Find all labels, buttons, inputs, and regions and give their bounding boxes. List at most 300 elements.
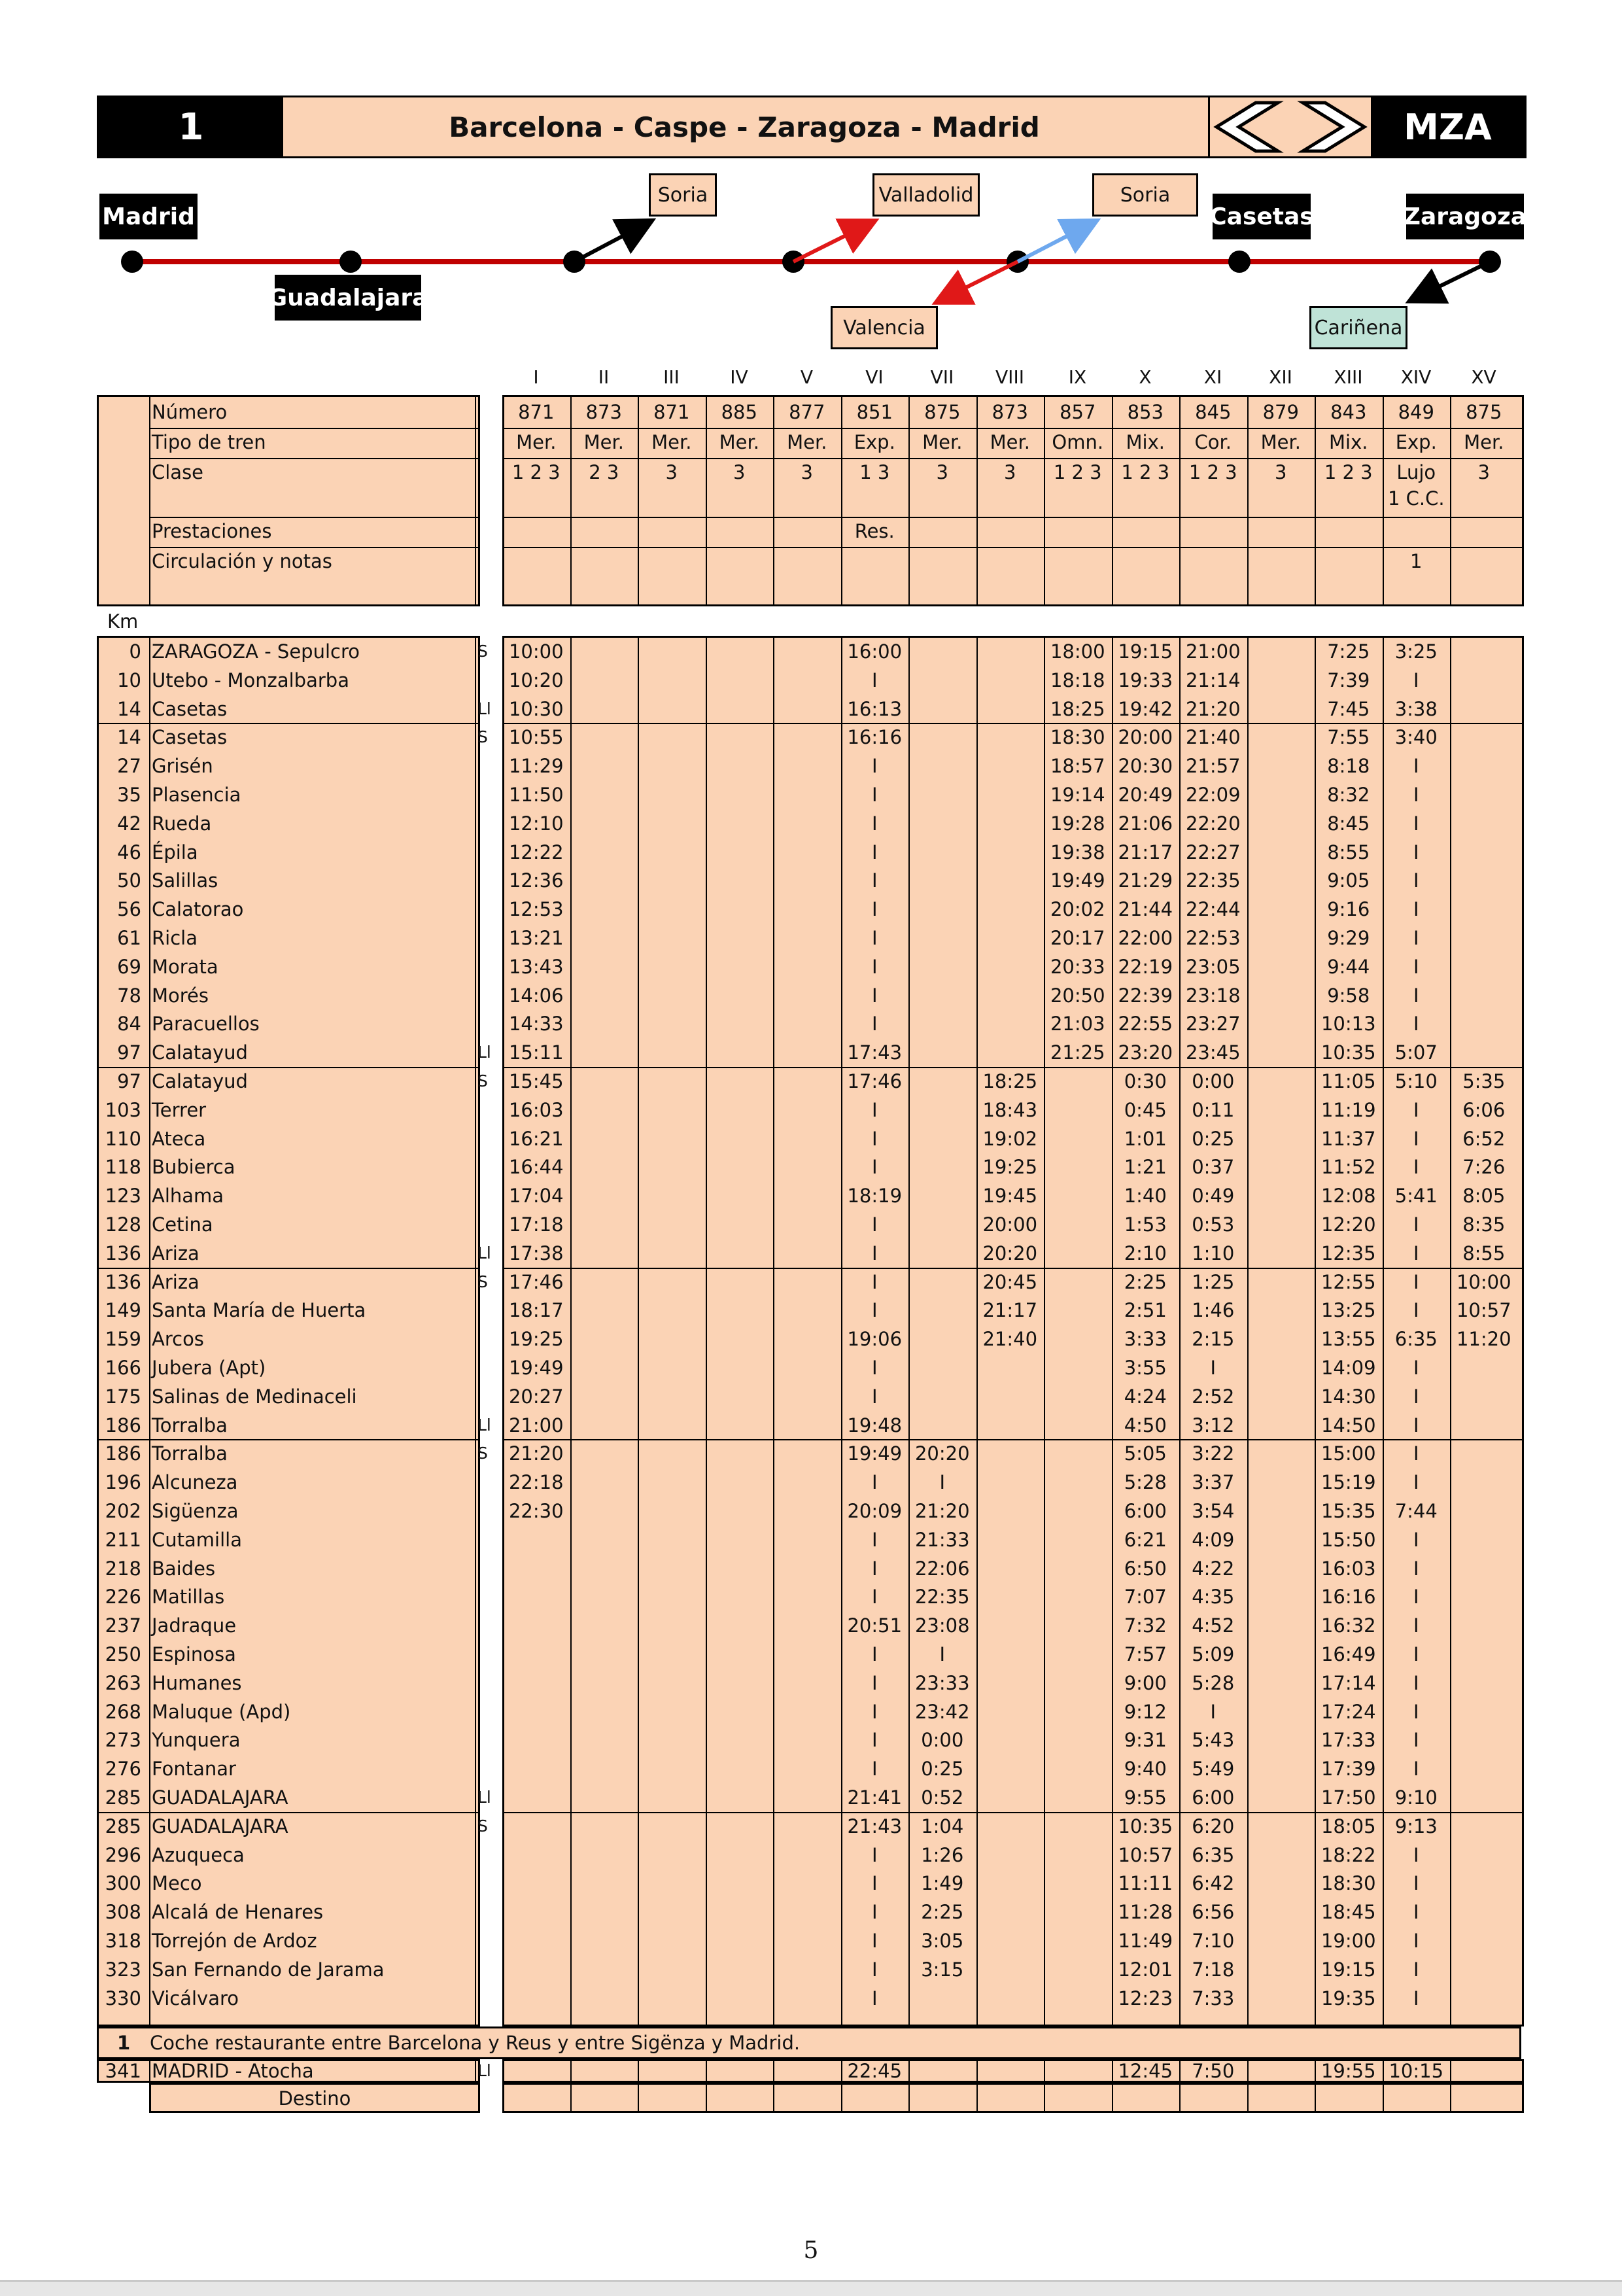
time-cell: 4:35 bbox=[1192, 1586, 1235, 1609]
section-divider bbox=[97, 723, 480, 724]
time-cell: 0:53 bbox=[1192, 1213, 1235, 1236]
time-cell: 16:16 bbox=[1320, 1586, 1376, 1609]
header-cell-clase: 3 bbox=[1004, 461, 1016, 483]
km-value: 186 bbox=[105, 1442, 141, 1465]
time-cell: 21:00 bbox=[508, 1414, 564, 1436]
station-name: Torralba bbox=[152, 1442, 228, 1465]
time-cell: 21:43 bbox=[847, 1815, 903, 1837]
time-cell: 7:10 bbox=[1192, 1930, 1235, 1952]
column-numeral: III bbox=[663, 366, 680, 388]
station-name: GUADALAJARA bbox=[152, 1815, 288, 1837]
time-cell: I bbox=[1413, 1671, 1419, 1694]
column-numeral: XV bbox=[1471, 366, 1496, 388]
station-name: Cutamilla bbox=[152, 1528, 242, 1551]
header-values-box bbox=[502, 395, 1524, 606]
time-cell: 1:01 bbox=[1124, 1127, 1167, 1150]
time-cell: 14:50 bbox=[1320, 1414, 1376, 1436]
time-cell: I bbox=[1413, 1586, 1419, 1609]
time-cell: 16:21 bbox=[508, 1127, 564, 1150]
arr-dep-flag: S bbox=[477, 642, 488, 661]
time-cell: 15:45 bbox=[508, 1070, 564, 1092]
station-name: Ariza bbox=[152, 1242, 199, 1264]
time-cell: 10:00 bbox=[508, 640, 564, 663]
km-value: 166 bbox=[105, 1357, 141, 1379]
time-cell: I bbox=[871, 755, 878, 778]
time-cell: 10:30 bbox=[508, 697, 564, 720]
km-divider bbox=[149, 636, 150, 2026]
flag-divider bbox=[475, 636, 476, 2026]
time-cell: 21:25 bbox=[1050, 1041, 1105, 1064]
section-divider bbox=[502, 1268, 1524, 1269]
time-cell: 18:05 bbox=[1320, 1815, 1376, 1837]
time-cell: 8:32 bbox=[1327, 784, 1370, 806]
time-cell: 3:40 bbox=[1394, 726, 1438, 749]
station-name: Épila bbox=[152, 841, 198, 863]
time-cell: 0:11 bbox=[1192, 1098, 1235, 1121]
km-value: 273 bbox=[105, 1729, 141, 1752]
time-cell: I bbox=[871, 955, 878, 978]
time-cell: I bbox=[871, 1242, 878, 1264]
station-name: Jubera (Apt) bbox=[152, 1357, 266, 1379]
time-cell: 21:20 bbox=[914, 1500, 970, 1522]
time-cell: 1:26 bbox=[921, 1843, 964, 1866]
time-cell: 19:33 bbox=[1118, 669, 1173, 691]
time-cell: 22:53 bbox=[1185, 927, 1241, 949]
column-divider bbox=[1383, 395, 1384, 606]
km-value: 218 bbox=[105, 1557, 141, 1580]
header-cell-numero: 845 bbox=[1195, 401, 1232, 423]
time-cell: 7:07 bbox=[1124, 1586, 1167, 1609]
column-divider bbox=[976, 2083, 978, 2113]
time-cell: 19:00 bbox=[1320, 1930, 1376, 1952]
station-name: Alcuneza bbox=[152, 1471, 238, 1494]
arr-dep-flag: S bbox=[477, 727, 488, 747]
time-cell: 5:07 bbox=[1394, 1041, 1438, 1064]
time-cell: 18:45 bbox=[1320, 1901, 1376, 1924]
station-name: Cetina bbox=[152, 1213, 213, 1236]
time-cell: I bbox=[1413, 984, 1419, 1007]
time-cell: 18:30 bbox=[1320, 1872, 1376, 1895]
time-cell: 19:14 bbox=[1050, 784, 1105, 806]
time-cell: 17:04 bbox=[508, 1185, 564, 1208]
time-cell: 13:21 bbox=[508, 927, 564, 949]
station-name: GUADALAJARA bbox=[152, 1786, 288, 1809]
km-value: 202 bbox=[105, 1500, 141, 1522]
header-cell-clase: 3 bbox=[1477, 461, 1490, 483]
time-cell: I bbox=[871, 1901, 878, 1924]
time-cell: I bbox=[871, 1528, 878, 1551]
time-cell: 9:12 bbox=[1124, 1700, 1167, 1723]
time-cell: 11:11 bbox=[1118, 1872, 1173, 1895]
time-cell: 18:43 bbox=[982, 1098, 1038, 1121]
time-cell: 13:55 bbox=[1320, 1328, 1376, 1351]
time-cell: 7:32 bbox=[1124, 1614, 1167, 1637]
time-cell: 4:09 bbox=[1192, 1528, 1235, 1551]
time-cell: 10:35 bbox=[1118, 1815, 1173, 1837]
station-name: Salillas bbox=[152, 869, 218, 892]
station-name: Yunquera bbox=[152, 1729, 241, 1752]
time-cell: I bbox=[871, 869, 878, 892]
time-cell: 5:41 bbox=[1394, 1185, 1438, 1208]
station-madrid: Madrid bbox=[99, 194, 198, 239]
time-cell: 17:38 bbox=[508, 1242, 564, 1264]
column-divider bbox=[1179, 636, 1181, 2026]
km-value: 159 bbox=[105, 1328, 141, 1351]
time-cell: 9:10 bbox=[1394, 1786, 1438, 1809]
time-cell: 21:20 bbox=[508, 1442, 564, 1465]
time-cell: I bbox=[871, 1872, 878, 1895]
branch-valladolid: Valladolid bbox=[872, 173, 980, 217]
time-cell: I bbox=[1413, 1987, 1419, 2009]
station-name: Ateca bbox=[152, 1127, 206, 1150]
time-cell: 9:00 bbox=[1124, 1671, 1167, 1694]
time-cell: I bbox=[871, 1156, 878, 1179]
time-cell: 6:00 bbox=[1124, 1500, 1167, 1522]
time-cell: I bbox=[1413, 927, 1419, 949]
time-cell: 21:20 bbox=[1185, 697, 1241, 720]
time-cell: 20:33 bbox=[1050, 955, 1105, 978]
time-cell: 18:17 bbox=[508, 1299, 564, 1322]
header-cell-tipo: Mer. bbox=[1464, 431, 1504, 453]
time-cell: 7:55 bbox=[1327, 726, 1370, 749]
header-cell-numero: 851 bbox=[856, 401, 893, 423]
km-value: 136 bbox=[105, 1242, 141, 1264]
time-cell: I bbox=[1413, 1758, 1419, 1781]
time-cell: 23:42 bbox=[914, 1700, 970, 1723]
header-cell-numero: 853 bbox=[1127, 401, 1164, 423]
column-divider bbox=[908, 395, 910, 606]
time-cell: 14:33 bbox=[508, 1013, 564, 1035]
time-cell: I bbox=[1413, 1700, 1419, 1723]
time-cell: 17:46 bbox=[508, 1270, 564, 1293]
time-cell: 0:25 bbox=[1192, 1127, 1235, 1150]
time-cell: 15:00 bbox=[1320, 1442, 1376, 1465]
km-value: 69 bbox=[117, 955, 141, 978]
time-cell: 5:28 bbox=[1124, 1471, 1167, 1494]
time-cell: 16:49 bbox=[1320, 1643, 1376, 1665]
time-cell: I bbox=[1413, 755, 1419, 778]
time-cell: 18:18 bbox=[1050, 669, 1105, 691]
time-cell: 15:35 bbox=[1320, 1500, 1376, 1522]
time-cell: 6:35 bbox=[1192, 1843, 1235, 1866]
time-cell: 5:10 bbox=[1394, 1070, 1438, 1092]
time-cell: 10:57 bbox=[1456, 1299, 1511, 1322]
time-cell: I bbox=[871, 812, 878, 835]
time-cell: 9:44 bbox=[1327, 955, 1370, 978]
column-numeral: XIV bbox=[1400, 366, 1432, 388]
km-divider bbox=[149, 2059, 150, 2083]
time-cell: 7:45 bbox=[1327, 697, 1370, 720]
time-cell: 21:14 bbox=[1185, 669, 1241, 691]
destino-values-box bbox=[502, 2083, 1524, 2113]
time-cell: 19:35 bbox=[1320, 1987, 1376, 2009]
time-cell: 4:24 bbox=[1124, 1385, 1167, 1408]
km-value: 341 bbox=[105, 2060, 141, 2082]
time-cell: 9:40 bbox=[1124, 1758, 1167, 1781]
time-cell: 6:35 bbox=[1394, 1328, 1438, 1351]
time-cell: 7:39 bbox=[1327, 669, 1370, 691]
row-divider bbox=[149, 547, 480, 548]
time-cell: 21:17 bbox=[982, 1299, 1038, 1322]
time-cell: 3:54 bbox=[1192, 1500, 1235, 1522]
station-name: Grisén bbox=[152, 755, 213, 778]
km-value: 14 bbox=[117, 697, 141, 720]
time-cell: I bbox=[871, 1213, 878, 1236]
time-cell: 2:25 bbox=[921, 1901, 964, 1924]
time-cell: I bbox=[1413, 1614, 1419, 1637]
time-cell: I bbox=[1413, 1013, 1419, 1035]
time-cell: 12:36 bbox=[508, 869, 564, 892]
header-cell-numero: 879 bbox=[1262, 401, 1299, 423]
time-cell: 1:10 bbox=[1192, 1242, 1235, 1264]
time-cell: 23:18 bbox=[1185, 984, 1241, 1007]
km-value: 42 bbox=[117, 812, 141, 835]
header-cell-tipo: Mer. bbox=[583, 431, 624, 453]
arr-dep-flag: Ll bbox=[477, 2061, 491, 2080]
time-cell: 22:27 bbox=[1185, 841, 1241, 863]
time-cell: 1:40 bbox=[1124, 1185, 1167, 1208]
time-cell: 18:22 bbox=[1320, 1843, 1376, 1866]
time-cell: 1:53 bbox=[1124, 1213, 1167, 1236]
time-cell: I bbox=[871, 1357, 878, 1379]
column-divider bbox=[1315, 636, 1316, 2026]
time-cell: 1:21 bbox=[1124, 1156, 1167, 1179]
km-value: 276 bbox=[105, 1758, 141, 1781]
time-cell: 16:03 bbox=[508, 1098, 564, 1121]
line-title: Barcelona - Caspe - Zaragoza - Madrid bbox=[449, 111, 1040, 143]
time-cell: 19:49 bbox=[508, 1357, 564, 1379]
time-cell: I bbox=[1413, 1528, 1419, 1551]
header-cell-clase: Lujo bbox=[1396, 461, 1436, 483]
time-cell: 12:20 bbox=[1320, 1213, 1376, 1236]
time-cell: I bbox=[871, 1586, 878, 1609]
time-cell: 2:25 bbox=[1124, 1270, 1167, 1293]
time-cell: I bbox=[871, 1270, 878, 1293]
km-value: 123 bbox=[105, 1185, 141, 1208]
column-divider bbox=[570, 2059, 572, 2083]
time-cell: 6:50 bbox=[1124, 1557, 1167, 1580]
km-value: 0 bbox=[129, 640, 141, 663]
time-cell: 20:27 bbox=[508, 1385, 564, 1408]
time-cell: 16:16 bbox=[847, 726, 903, 749]
km-value: 186 bbox=[105, 1414, 141, 1436]
time-cell: I bbox=[871, 669, 878, 691]
km-value: 285 bbox=[105, 1786, 141, 1809]
km-value: 226 bbox=[105, 1586, 141, 1609]
time-cell: 22:55 bbox=[1118, 1013, 1173, 1035]
time-cell: 14:09 bbox=[1320, 1357, 1376, 1379]
km-value: 237 bbox=[105, 1614, 141, 1637]
time-cell: I bbox=[1413, 955, 1419, 978]
km-value: 250 bbox=[105, 1643, 141, 1665]
station-name: Alcalá de Henares bbox=[152, 1901, 324, 1924]
time-cell: 17:33 bbox=[1320, 1729, 1376, 1752]
km-value: 263 bbox=[105, 1671, 141, 1694]
time-cell: I bbox=[1413, 1098, 1419, 1121]
row-divider bbox=[149, 517, 480, 518]
station-name: Morata bbox=[152, 955, 218, 978]
time-cell: 8:18 bbox=[1327, 755, 1370, 778]
time-cell: I bbox=[1413, 1442, 1419, 1465]
header-cell-tipo: Mer. bbox=[990, 431, 1030, 453]
km-value: 14 bbox=[117, 726, 141, 749]
time-cell: 23:27 bbox=[1185, 1013, 1241, 1035]
time-cell: 19:02 bbox=[982, 1127, 1038, 1150]
time-cell: 20:09 bbox=[847, 1500, 903, 1522]
time-cell: 5:28 bbox=[1192, 1671, 1235, 1694]
time-cell: I bbox=[1413, 1357, 1419, 1379]
section-divider bbox=[97, 1268, 480, 1269]
time-cell: 6:56 bbox=[1192, 1901, 1235, 1924]
km-value: 118 bbox=[105, 1156, 141, 1179]
time-cell: I bbox=[1413, 898, 1419, 921]
time-cell: 12:45 bbox=[1118, 2060, 1173, 2082]
time-cell: 22:20 bbox=[1185, 812, 1241, 835]
time-cell: I bbox=[871, 1557, 878, 1580]
column-divider bbox=[1450, 636, 1451, 2026]
header-cell-tipo: Mix. bbox=[1329, 431, 1368, 453]
time-cell: 7:57 bbox=[1124, 1643, 1167, 1665]
column-divider bbox=[976, 2059, 978, 2083]
time-cell: 21:33 bbox=[914, 1528, 970, 1551]
column-divider bbox=[1044, 636, 1045, 2026]
time-cell: 2:15 bbox=[1192, 1328, 1235, 1351]
flag-divider bbox=[475, 2059, 476, 2083]
time-cell: 0:45 bbox=[1124, 1098, 1167, 1121]
column-numeral: XIII bbox=[1334, 366, 1363, 388]
header-cell-numero: 843 bbox=[1330, 401, 1367, 423]
time-cell: 10:57 bbox=[1118, 1843, 1173, 1866]
station-name: Salinas de Medinaceli bbox=[152, 1385, 357, 1408]
time-cell: I bbox=[871, 1700, 878, 1723]
time-cell: 17:24 bbox=[1320, 1700, 1376, 1723]
time-cell: 20:20 bbox=[982, 1242, 1038, 1264]
header-cell-clase: 1 2 3 bbox=[1121, 461, 1170, 483]
time-cell: 19:45 bbox=[982, 1185, 1038, 1208]
column-divider bbox=[773, 395, 774, 606]
time-cell: 5:05 bbox=[1124, 1442, 1167, 1465]
station-name: Paracuellos bbox=[152, 1013, 260, 1035]
row-divider bbox=[149, 428, 480, 429]
km-value: 61 bbox=[117, 927, 141, 949]
time-cell: I bbox=[939, 1471, 946, 1494]
time-cell: 19:25 bbox=[982, 1156, 1038, 1179]
section-divider bbox=[97, 1067, 480, 1068]
time-cell: 3:25 bbox=[1394, 640, 1438, 663]
time-cell: I bbox=[1413, 784, 1419, 806]
time-cell: 0:52 bbox=[921, 1786, 964, 1809]
header-cell-clase: 1 3 bbox=[859, 461, 890, 483]
header-cell-numero: 875 bbox=[924, 401, 961, 423]
column-divider bbox=[1247, 636, 1249, 2026]
footnote-number: 1 bbox=[117, 2032, 131, 2054]
column-numeral: VIII bbox=[995, 366, 1024, 388]
km-value: 136 bbox=[105, 1270, 141, 1293]
time-cell: I bbox=[871, 1729, 878, 1752]
time-cell: 10:13 bbox=[1320, 1013, 1376, 1035]
time-cell: I bbox=[1413, 1242, 1419, 1264]
station-name: Calatayud bbox=[152, 1041, 248, 1064]
time-cell: I bbox=[1413, 1270, 1419, 1293]
station-name: Calatorao bbox=[152, 898, 244, 921]
time-cell: 3:33 bbox=[1124, 1328, 1167, 1351]
time-cell: 14:30 bbox=[1320, 1385, 1376, 1408]
column-divider bbox=[1450, 395, 1451, 606]
time-cell: I bbox=[1413, 669, 1419, 691]
time-cell: 10:15 bbox=[1389, 2060, 1444, 2082]
row-divider bbox=[149, 458, 480, 459]
time-cell: 11:50 bbox=[508, 784, 564, 806]
time-cell: 19:55 bbox=[1320, 2060, 1376, 2082]
row-divider bbox=[502, 517, 1524, 518]
label-divider bbox=[475, 395, 476, 606]
time-cell: 10:00 bbox=[1456, 1270, 1511, 1293]
column-divider bbox=[1247, 395, 1249, 606]
column-divider bbox=[570, 636, 572, 2026]
station-name: Morés bbox=[152, 984, 209, 1007]
time-cell: 8:55 bbox=[1462, 1242, 1506, 1264]
time-cell: I bbox=[1413, 1471, 1419, 1494]
time-cell: 1:04 bbox=[921, 1815, 964, 1837]
page-number: 5 bbox=[803, 2237, 819, 2264]
time-cell: 17:50 bbox=[1320, 1786, 1376, 1809]
header-cell-prestaciones: Res. bbox=[854, 520, 895, 542]
time-cell: 18:25 bbox=[1050, 697, 1105, 720]
column-divider bbox=[706, 2083, 707, 2113]
column-divider bbox=[908, 636, 910, 2026]
station-name: Sigüenza bbox=[152, 1500, 239, 1522]
time-cell: 16:44 bbox=[508, 1156, 564, 1179]
column-numeral: X bbox=[1139, 366, 1152, 388]
column-divider bbox=[1179, 2083, 1181, 2113]
column-divider bbox=[1383, 2083, 1384, 2113]
time-cell: 18:30 bbox=[1050, 726, 1105, 749]
time-cell: I bbox=[871, 841, 878, 863]
time-cell: 21:41 bbox=[847, 1786, 903, 1809]
time-cell: 3:37 bbox=[1192, 1471, 1235, 1494]
time-cell: 20:02 bbox=[1050, 898, 1105, 921]
time-cell: 12:53 bbox=[508, 898, 564, 921]
station-name: Vicálvaro bbox=[152, 1987, 239, 2009]
km-value: 78 bbox=[117, 984, 141, 1007]
column-divider bbox=[1247, 2083, 1249, 2113]
time-cell: 23:45 bbox=[1185, 1041, 1241, 1064]
branch-carinena: Cariñena bbox=[1309, 306, 1407, 349]
column-numeral: IX bbox=[1068, 366, 1087, 388]
time-cell: 16:13 bbox=[847, 697, 903, 720]
time-cell: 16:03 bbox=[1320, 1557, 1376, 1580]
km-value: 196 bbox=[105, 1471, 141, 1494]
time-cell: 7:44 bbox=[1394, 1500, 1438, 1522]
time-cell: 3:15 bbox=[921, 1958, 964, 1981]
time-cell: 9:16 bbox=[1327, 898, 1370, 921]
time-cell: 5:09 bbox=[1192, 1643, 1235, 1665]
header-cell-clase: 1 2 3 bbox=[1188, 461, 1237, 483]
km-value: 296 bbox=[105, 1843, 141, 1866]
time-cell: 1:46 bbox=[1192, 1299, 1235, 1322]
time-cell: 20:49 bbox=[1118, 784, 1173, 806]
time-cell: 9:31 bbox=[1124, 1729, 1167, 1752]
station-name: Matillas bbox=[152, 1586, 225, 1609]
time-cell: 12:22 bbox=[508, 841, 564, 863]
column-divider bbox=[1383, 636, 1384, 2026]
time-cell: I bbox=[871, 1930, 878, 1952]
column-divider bbox=[1179, 395, 1181, 606]
time-cell: 4:22 bbox=[1192, 1557, 1235, 1580]
column-divider bbox=[570, 395, 572, 606]
time-cell: 19:49 bbox=[1050, 869, 1105, 892]
column-numeral: I bbox=[533, 366, 539, 388]
